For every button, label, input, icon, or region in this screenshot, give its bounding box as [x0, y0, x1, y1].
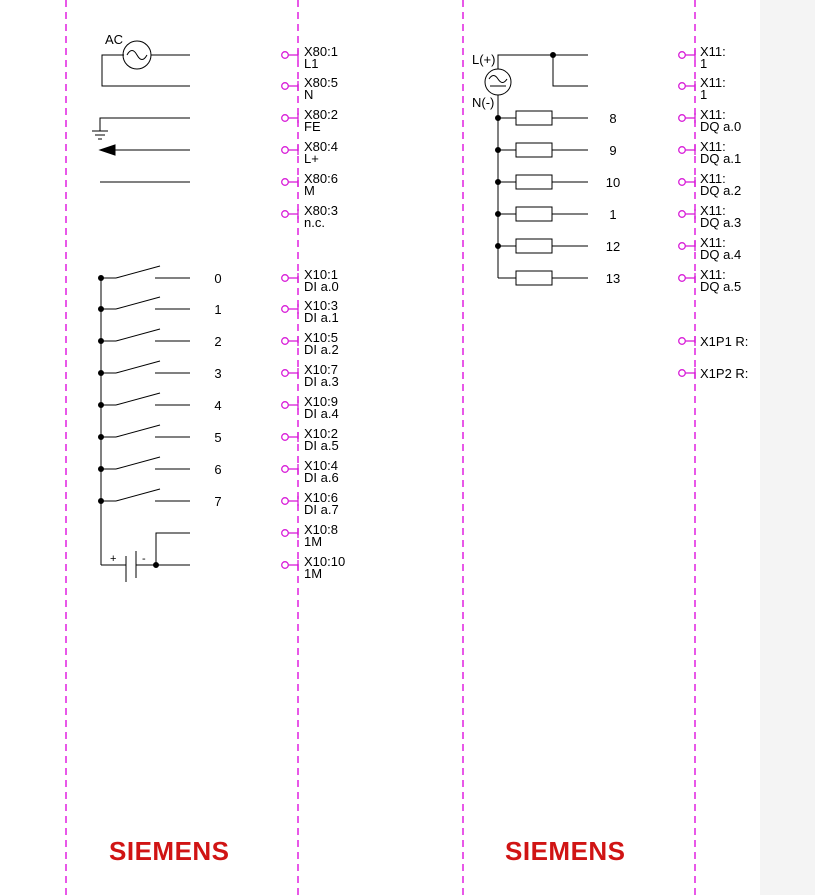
terminal-signal-label: DI a.1	[304, 310, 339, 325]
terminal-id-label: X80:2	[304, 107, 338, 122]
switch-contact	[116, 297, 160, 309]
terminal-signal-label: DI a.5	[304, 438, 339, 453]
input-number-label: 1	[214, 302, 222, 317]
terminal-id-label: X11:	[700, 75, 726, 90]
terminal-signal-label: DQ a.1	[700, 151, 742, 166]
input-number-label: 2	[214, 334, 222, 349]
battery-plus-label: +	[110, 553, 117, 565]
terminal-id-label: X11:	[700, 203, 726, 218]
terminal-signal-label: 1	[700, 56, 708, 71]
terminal-signal-label: DQ a.4	[700, 247, 742, 262]
terminal-signal-label: DQ a.0	[700, 119, 742, 134]
terminal-x80-6[interactable]	[282, 177, 298, 187]
terminal-signal-label: DI a.3	[304, 374, 339, 389]
terminal-signal-label: DI a.2	[304, 342, 339, 357]
terminal-signal-label: 1M	[304, 534, 323, 549]
terminal-x80-2[interactable]	[282, 113, 298, 123]
terminal-x10-3[interactable]	[282, 304, 298, 314]
terminal-id-label: X11:	[700, 107, 726, 122]
power-section	[92, 41, 190, 182]
terminal-port-1[interactable]	[679, 336, 695, 346]
terminal-signal-label: DQ a.5	[700, 279, 742, 294]
terminal-signal-label: DI a.0	[304, 279, 339, 294]
terminal-x10-2[interactable]	[282, 432, 298, 442]
switch-contact	[116, 457, 160, 469]
input-number-label: 0	[214, 271, 222, 286]
terminal-id-label: X10:10	[304, 554, 346, 569]
terminal-x11-6[interactable]	[679, 241, 695, 251]
terminal-id-label: X80:5	[304, 75, 338, 90]
terminal-signal-label: L1	[304, 56, 319, 71]
terminal-id-label: X10:7	[304, 362, 338, 377]
terminal-x10-6[interactable]	[282, 496, 298, 506]
input-number-label: 3	[214, 366, 222, 381]
input-number-label: 7	[214, 494, 222, 509]
terminal-id-label: X10:1	[304, 267, 338, 282]
terminal-signal-label: DQ a.3	[700, 215, 742, 230]
switch-contact	[116, 393, 160, 405]
terminal-id-label: X10:3	[304, 298, 338, 313]
terminal-id-label: X10:9	[304, 394, 338, 409]
load-resistor-icon	[516, 175, 552, 189]
arrow-icon	[100, 145, 115, 155]
terminal-x11-7[interactable]	[679, 273, 695, 283]
terminal-signal-label: DI a.4	[304, 406, 339, 421]
terminal-port-2[interactable]	[679, 368, 695, 378]
terminal-signal-label: N	[304, 87, 314, 102]
terminal-strip	[282, 50, 695, 570]
terminal-id-label: X80:1	[304, 44, 338, 59]
terminal-x11-3[interactable]	[679, 145, 695, 155]
terminal-signal-label: 1	[700, 87, 708, 102]
output-number-label: 13	[605, 271, 621, 286]
output-number-label: 12	[605, 239, 621, 254]
terminal-signal-label: DI a.6	[304, 470, 339, 485]
terminal-signal-label: M	[304, 183, 315, 198]
load-resistor-icon	[516, 111, 552, 125]
load-resistor-icon	[516, 271, 552, 285]
terminal-id-label: X10:4	[304, 458, 338, 473]
output-number-label: 10	[605, 175, 621, 190]
terminal-signal-label: n.c.	[304, 215, 325, 230]
input-number-label: 6	[214, 462, 222, 477]
supply-negative-label: N(-)	[472, 95, 495, 110]
terminal-id-label: X10:6	[304, 490, 338, 505]
terminal-signal-label: DQ a.2	[700, 183, 742, 198]
terminal-id-label: X10:5	[304, 330, 338, 345]
terminal-id-label: X80:6	[304, 171, 338, 186]
port-label: X1P2 R:	[700, 366, 749, 381]
terminal-x10-5[interactable]	[282, 336, 298, 346]
terminal-x10-4[interactable]	[282, 464, 298, 474]
switch-contact	[116, 329, 160, 341]
supply-positive-label: L(+)	[472, 52, 496, 67]
terminal-id-label: X80:3	[304, 203, 338, 218]
output-number-label: 8	[609, 111, 617, 126]
terminal-x10-8[interactable]	[282, 528, 298, 538]
terminal-id-label: X11:	[700, 44, 726, 59]
terminal-x10-10[interactable]	[282, 560, 298, 570]
ac-label: AC	[105, 32, 124, 47]
terminal-x10-7[interactable]	[282, 368, 298, 378]
terminal-id-label: X10:2	[304, 426, 338, 441]
terminal-x11-0[interactable]	[679, 50, 695, 60]
siemens-logo: SIEMENS	[505, 836, 626, 866]
load-resistor-icon	[516, 143, 552, 157]
output-number-label: 1	[609, 207, 617, 222]
switch-contact	[116, 489, 160, 501]
terminal-x11-1[interactable]	[679, 81, 695, 91]
terminal-signal-label: L+	[304, 151, 319, 166]
load-resistor-icon	[516, 207, 552, 221]
terminal-signal-label: DI a.7	[304, 502, 339, 517]
terminal-id-label: X11:	[700, 139, 726, 154]
terminal-x11-5[interactable]	[679, 209, 695, 219]
terminal-x80-5[interactable]	[282, 81, 298, 91]
siemens-logo: SIEMENS	[109, 836, 230, 866]
guide-lines	[66, 0, 695, 895]
dc-supply-icon	[485, 69, 511, 95]
terminal-x80-4[interactable]	[282, 145, 298, 155]
battery-minus-label: -	[142, 553, 146, 565]
load-resistor-icon	[516, 239, 552, 253]
output-load-array	[485, 53, 588, 286]
terminal-id-label: X11:	[700, 267, 726, 282]
terminal-x10-1[interactable]	[282, 273, 298, 283]
terminal-signal-label: 1M	[304, 566, 323, 581]
switch-contact	[116, 361, 160, 373]
input-switch-array	[99, 266, 191, 565]
terminal-x80-1[interactable]	[282, 50, 298, 60]
switch-contact	[116, 425, 160, 437]
port-label: X1P1 R:	[700, 334, 749, 349]
output-number-label: 9	[609, 143, 617, 158]
terminal-id-label: X11:	[700, 171, 726, 186]
input-number-label: 4	[214, 398, 222, 413]
terminal-signal-label: FE	[304, 119, 321, 134]
input-number-label: 5	[214, 430, 222, 445]
terminal-x10-9[interactable]	[282, 400, 298, 410]
switch-contact	[116, 266, 160, 278]
terminal-x11-4[interactable]	[679, 177, 695, 187]
terminal-id-label: X10:8	[304, 522, 338, 537]
terminal-x11-2[interactable]	[679, 113, 695, 123]
terminal-id-label: X80:4	[304, 139, 338, 154]
terminal-id-label: X11:	[700, 235, 726, 250]
terminal-x80-3[interactable]	[282, 209, 298, 219]
